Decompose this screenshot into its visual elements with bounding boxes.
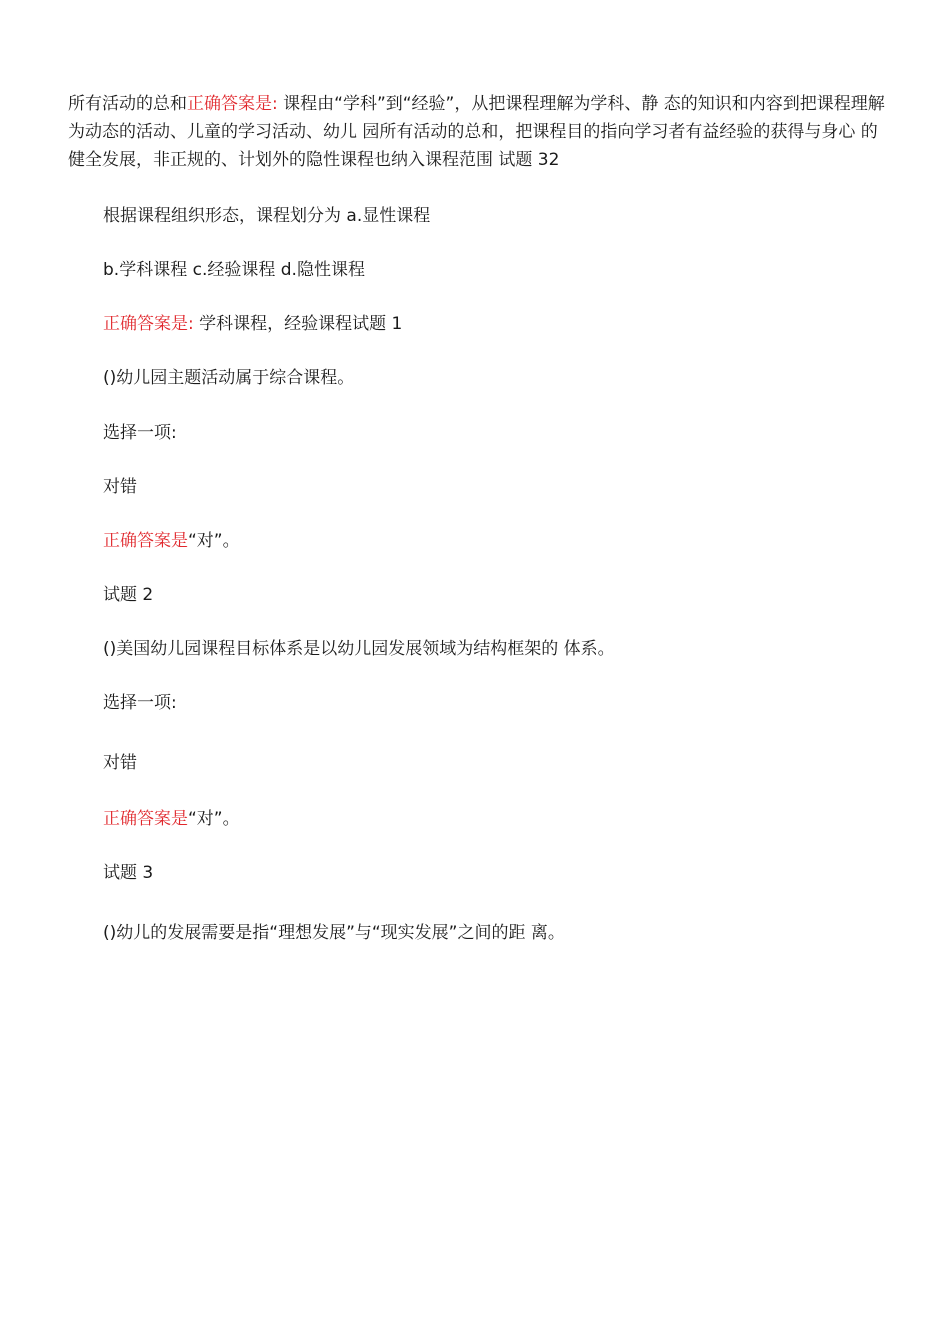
intro-paragraph <box>68 90 886 174</box>
q3-stem: ()幼儿的发展需要是指“理想发展”与“现实发展”之间的距 离。 <box>103 923 565 943</box>
q2-answer-label: 正确答案是 <box>103 809 188 829</box>
q32-stem: 根据课程组织形态，课程划分为 a.显性课程 <box>103 206 431 226</box>
q1-stem: ()幼儿园主题活动属于综合课程。 <box>103 368 355 388</box>
q32-answer <box>103 312 402 336</box>
q2-answer-text: “对”。 <box>188 809 240 829</box>
q2-choose-label: 选择一项: <box>103 693 177 713</box>
q1-answer <box>103 529 240 553</box>
q1-choose-label: 选择一项: <box>103 423 177 443</box>
intro-prefix: 所有活动的总和 <box>68 94 187 114</box>
q2-options: 对错 <box>103 753 137 773</box>
q2-title: 试题 2 <box>103 585 154 605</box>
q32-answer-text: 学科课程，经验课程试题 1 <box>193 314 403 334</box>
q1-options: 对错 <box>103 477 137 497</box>
q32-options: b.学科课程 c.经验课程 d.隐性课程 <box>103 260 365 280</box>
q3-title: 试题 3 <box>103 863 154 883</box>
q1-answer-text: “对”。 <box>188 531 240 551</box>
q32-answer-label: 正确答案是: <box>103 314 194 334</box>
q1-answer-label: 正确答案是 <box>103 531 188 551</box>
intro-answer-text: 课程由“学科”到“经验”，从把课程理解为学科、静 态的知识和内容到把课程理解为动态的活动、儿童的学习活动、幼儿 园所有活动的总和，把课程目的指向学习者有益经验的获得与身心 的健全发展，非正规的、计划外的隐性课程也纳入课程范围 试题 32 <box>68 94 885 170</box>
q2-answer <box>103 807 240 831</box>
intro-answer-label: 正确答案是: <box>187 94 278 114</box>
q2-stem: ()美国幼儿园课程目标体系是以幼儿园发展领域为结构框架的 体系。 <box>103 639 615 659</box>
